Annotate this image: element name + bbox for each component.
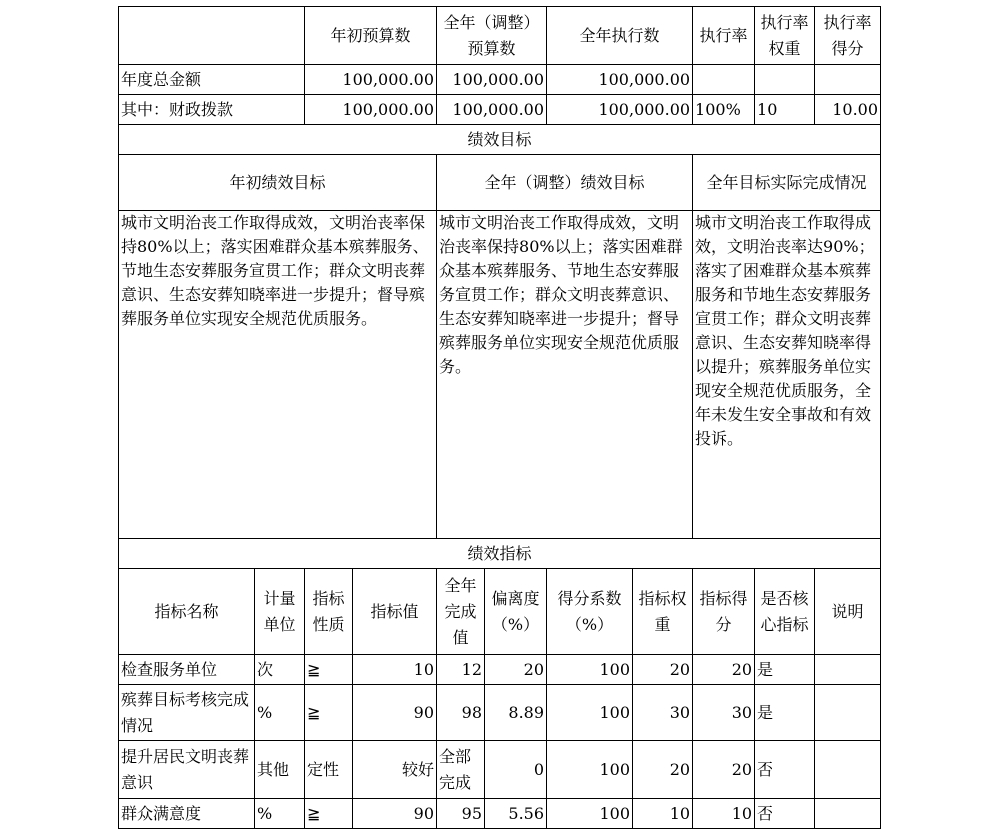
indicator-header-weight: 指标权重 — [633, 569, 693, 655]
budget-executed-value: 100,000.00 — [547, 65, 693, 95]
indicator-header-coefficient: 得分系数（%） — [547, 569, 633, 655]
goals-text-row — [119, 211, 881, 539]
budget-weight-value — [755, 65, 815, 95]
budget-header-empty — [119, 7, 305, 65]
indicator-nature: ≧ — [305, 685, 353, 741]
indicator-header-completed: 全年完成值 — [437, 569, 485, 655]
budget-row-total — [119, 65, 881, 95]
budget-initial-value: 100,000.00 — [305, 65, 437, 95]
performance-report — [118, 6, 880, 829]
indicator-coefficient: 100 — [547, 799, 633, 829]
indicator-unit: 次 — [255, 655, 305, 685]
indicator-deviation: 8.89 — [485, 685, 547, 741]
indicator-unit: % — [255, 799, 305, 829]
goals-header-adjusted: 全年（调整）绩效目标 — [437, 155, 693, 211]
indicator-nature: ≧ — [305, 655, 353, 685]
indicator-header-unit: 计量单位 — [255, 569, 305, 655]
goals-text-initial: 城市文明治丧工作取得成效，文明治丧率保持80%以上；落实困难群众基本殡葬服务、节地生态安葬服务宣贯工作；群众文明丧葬意识、生态安葬知晓率进一步提升；督导殡葬服务单位实现安全规范优质服务。 — [119, 211, 437, 539]
indicator-weight: 30 — [633, 685, 693, 741]
budget-weight-value: 10 — [755, 95, 815, 125]
indicator-deviation: 5.56 — [485, 799, 547, 829]
indicator-core: 否 — [755, 741, 815, 799]
budget-score-value: 10.00 — [815, 95, 881, 125]
budget-rate-value — [693, 65, 755, 95]
table-row — [119, 741, 881, 799]
indicator-target: 90 — [353, 685, 437, 741]
indicator-weight: 20 — [633, 741, 693, 799]
indicator-coefficient: 100 — [547, 741, 633, 799]
budget-header-score: 执行率得分 — [815, 7, 881, 65]
goals-header-initial: 年初绩效目标 — [119, 155, 437, 211]
budget-header-adjusted: 全年（调整）预算数 — [437, 7, 547, 65]
indicator-nature: ≧ — [305, 799, 353, 829]
indicator-weight: 20 — [633, 655, 693, 685]
budget-header-executed: 全年执行数 — [547, 7, 693, 65]
goals-text-actual: 城市文明治丧工作取得成效，文明治丧率达90%；落实了困难群众基本殡葬服务和节地生态安葬服务宣贯工作；群众文明丧葬意识、生态安葬知晓率得以提升；殡葬服务单位实现安全规范优质服务，全年未发生安全事故和有效投诉。 — [693, 211, 881, 539]
budget-initial-value: 100,000.00 — [305, 95, 437, 125]
indicator-core: 否 — [755, 799, 815, 829]
indicator-header-core: 是否核心指标 — [755, 569, 815, 655]
budget-executed-value: 100,000.00 — [547, 95, 693, 125]
budget-adjusted-value: 100,000.00 — [437, 95, 547, 125]
indicator-header-name: 指标名称 — [119, 569, 255, 655]
goals-header-actual: 全年目标实际完成情况 — [693, 155, 881, 211]
indicator-core: 是 — [755, 685, 815, 741]
budget-header-initial: 年初预算数 — [305, 7, 437, 65]
indicator-score: 10 — [693, 799, 755, 829]
budget-row-label: 年度总金额 — [119, 65, 305, 95]
indicator-header-note: 说明 — [815, 569, 881, 655]
indicator-deviation: 20 — [485, 655, 547, 685]
budget-rate-value: 100% — [693, 95, 755, 125]
indicator-weight: 10 — [633, 799, 693, 829]
indicator-name: 群众满意度 — [119, 799, 255, 829]
budget-score-value — [815, 65, 881, 95]
indicator-note — [815, 685, 881, 741]
indicator-header-deviation: 偏离度（%） — [485, 569, 547, 655]
indicator-header-nature: 指标性质 — [305, 569, 353, 655]
indicator-score: 20 — [693, 741, 755, 799]
budget-header-weight: 执行率权重 — [755, 7, 815, 65]
indicator-score: 20 — [693, 655, 755, 685]
budget-header-rate: 执行率 — [693, 7, 755, 65]
indicator-note — [815, 741, 881, 799]
indicator-name: 殡葬目标考核完成情况 — [119, 685, 255, 741]
goals-header-row — [119, 155, 881, 211]
indicators-header-row — [119, 569, 881, 655]
indicator-nature: 定性 — [305, 741, 353, 799]
indicator-target: 10 — [353, 655, 437, 685]
indicator-completed: 12 — [437, 655, 485, 685]
indicator-target: 90 — [353, 799, 437, 829]
indicator-note — [815, 655, 881, 685]
budget-adjusted-value: 100,000.00 — [437, 65, 547, 95]
indicator-note — [815, 799, 881, 829]
indicator-coefficient: 100 — [547, 655, 633, 685]
performance-table — [118, 6, 881, 829]
indicator-coefficient: 100 — [547, 685, 633, 741]
table-row — [119, 799, 881, 829]
indicator-header-target: 指标值 — [353, 569, 437, 655]
indicator-target: 较好 — [353, 741, 437, 799]
indicator-completed: 95 — [437, 799, 485, 829]
budget-row-fiscal — [119, 95, 881, 125]
indicator-completed: 98 — [437, 685, 485, 741]
goals-text-adjusted: 城市文明治丧工作取得成效，文明治丧率保持80%以上；落实困难群众基本殡葬服务、节地生态安葬服务宣贯工作；群众文明丧葬意识、生态安葬知晓率进一步提升；督导殡葬服务单位实现安全规范优质服务。 — [437, 211, 693, 539]
indicators-section-row — [119, 539, 881, 569]
table-row — [119, 655, 881, 685]
indicator-name: 检查服务单位 — [119, 655, 255, 685]
indicator-core: 是 — [755, 655, 815, 685]
indicator-deviation: 0 — [485, 741, 547, 799]
indicator-completed: 全部完成 — [437, 741, 485, 799]
indicator-header-score: 指标得分 — [693, 569, 755, 655]
budget-header-row — [119, 7, 881, 65]
table-row — [119, 685, 881, 741]
indicators-section-title: 绩效指标 — [119, 539, 881, 569]
goals-section-title: 绩效目标 — [119, 125, 881, 155]
indicator-score: 30 — [693, 685, 755, 741]
indicator-unit: 其他 — [255, 741, 305, 799]
budget-row-label: 其中：财政拨款 — [119, 95, 305, 125]
indicator-name: 提升居民文明丧葬意识 — [119, 741, 255, 799]
goals-section-row — [119, 125, 881, 155]
indicator-unit: % — [255, 685, 305, 741]
